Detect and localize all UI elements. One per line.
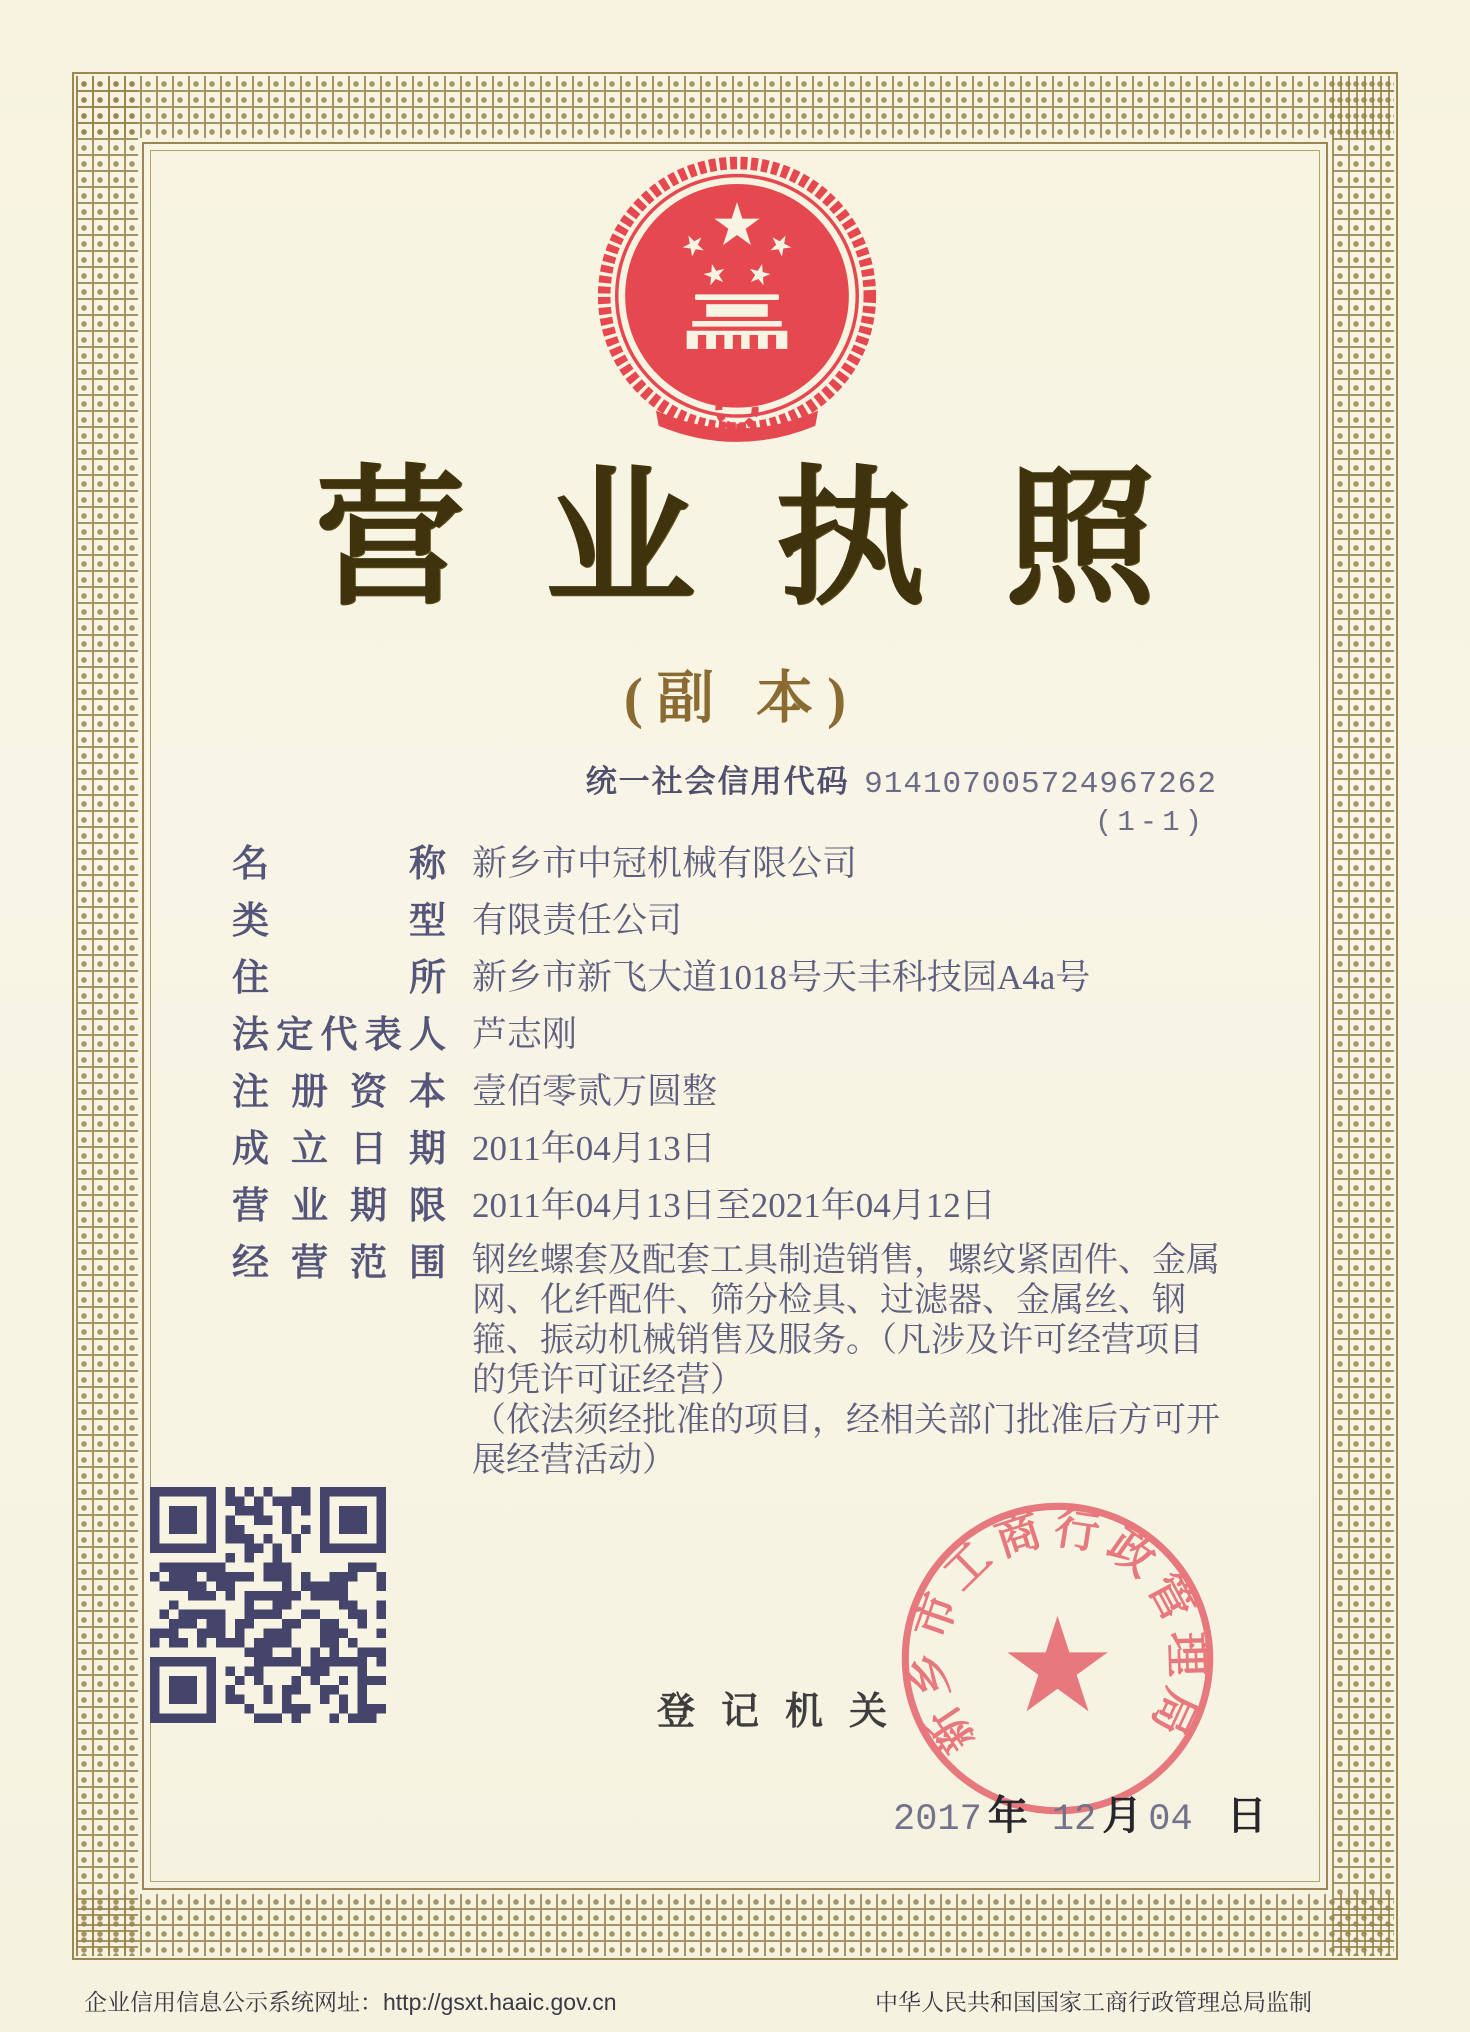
border-meander-bottom <box>76 1894 1394 1956</box>
field-row <box>232 1241 1272 1481</box>
field-row <box>232 842 1272 886</box>
field-row <box>232 1070 1272 1114</box>
field-row <box>232 1184 1272 1228</box>
footer-public-system-label: 企业信用信息公示系统网址： <box>84 1989 383 2015</box>
registration-date <box>893 1784 1267 1841</box>
field-value: 2011年04月13日 <box>472 1129 716 1168</box>
credit-code-label: 统一社会信用代码 <box>585 764 850 799</box>
border-meander-left <box>76 76 138 1956</box>
seal-star-icon <box>1007 1616 1107 1711</box>
field-label: 营 业 期 限 <box>232 1185 446 1226</box>
field-value: 壹佰零贰万圆整 <box>472 1072 718 1111</box>
field-value: 芦志刚 <box>472 1015 578 1054</box>
date-year-unit: 年 <box>987 1794 1028 1838</box>
field-label: 经 营 范 围 <box>232 1242 446 1283</box>
field-value: 有限责任公司 <box>472 901 683 940</box>
date-day-unit: 日 <box>1226 1794 1267 1838</box>
field-row <box>232 1013 1272 1057</box>
date-year: 2017 <box>893 1799 982 1841</box>
border-meander-right <box>1332 76 1394 1956</box>
field-value: 新乡市新飞大道1018号天丰科技园A4a号 <box>472 958 1091 997</box>
registration-authority-label: 登记机关 <box>657 1691 914 1733</box>
license-title: 营业执照 <box>314 454 1235 622</box>
field-value: 2011年04月13日至2021年04月12日 <box>472 1186 996 1225</box>
fields <box>232 842 1272 1494</box>
page-index: (1-1) <box>1094 806 1207 839</box>
china-national-emblem-icon <box>597 156 877 458</box>
field-label: 类 型 <box>232 900 446 941</box>
border-meander-top <box>76 76 1394 138</box>
footer-public-system <box>84 1984 617 2017</box>
seal-text: 新乡市工商行政管理局 <box>903 1503 1211 1762</box>
date-month: 12 <box>1051 1799 1097 1841</box>
date-month-unit: 月 <box>1102 1794 1143 1838</box>
field-label: 名 称 <box>232 843 446 884</box>
field-label: 住 所 <box>232 957 446 998</box>
field-value: 钢丝螺套及配套工具制造销售，螺纹紧固件、金属 网、化纤配件、筛分检具、过滤器、金属丝、钢 箍、振动机械销售及服务。（凡涉及许可经营项目 的凭许可证经营） （依法须经批准的项目，经相关部门批准后方可开 展经营活动） <box>472 1242 1220 1479</box>
date-day: 04 <box>1148 1799 1193 1841</box>
footer-public-system-url: http://gsxt.haaic.gov.cn <box>383 1989 617 2015</box>
field-row <box>232 1127 1272 1171</box>
footer-issuer: 中华人民共和国国家工商行政管理总局监制 <box>875 1989 1312 2015</box>
credit-code-row <box>586 756 1217 802</box>
official-seal <box>885 1486 1230 1831</box>
field-label: 注 册 资 本 <box>232 1071 446 1112</box>
qr-code <box>150 1487 386 1723</box>
credit-code-value: 914107005724967262 <box>864 767 1217 802</box>
license-subtitle: (副 本) <box>623 667 861 730</box>
field-row <box>232 956 1272 1000</box>
field-value: 新乡市中冠机械有限公司 <box>472 844 858 883</box>
field-row <box>232 899 1272 943</box>
field-label: 法 定 代 表 人 <box>232 1014 446 1055</box>
field-label: 成 立 日 期 <box>232 1128 446 1169</box>
